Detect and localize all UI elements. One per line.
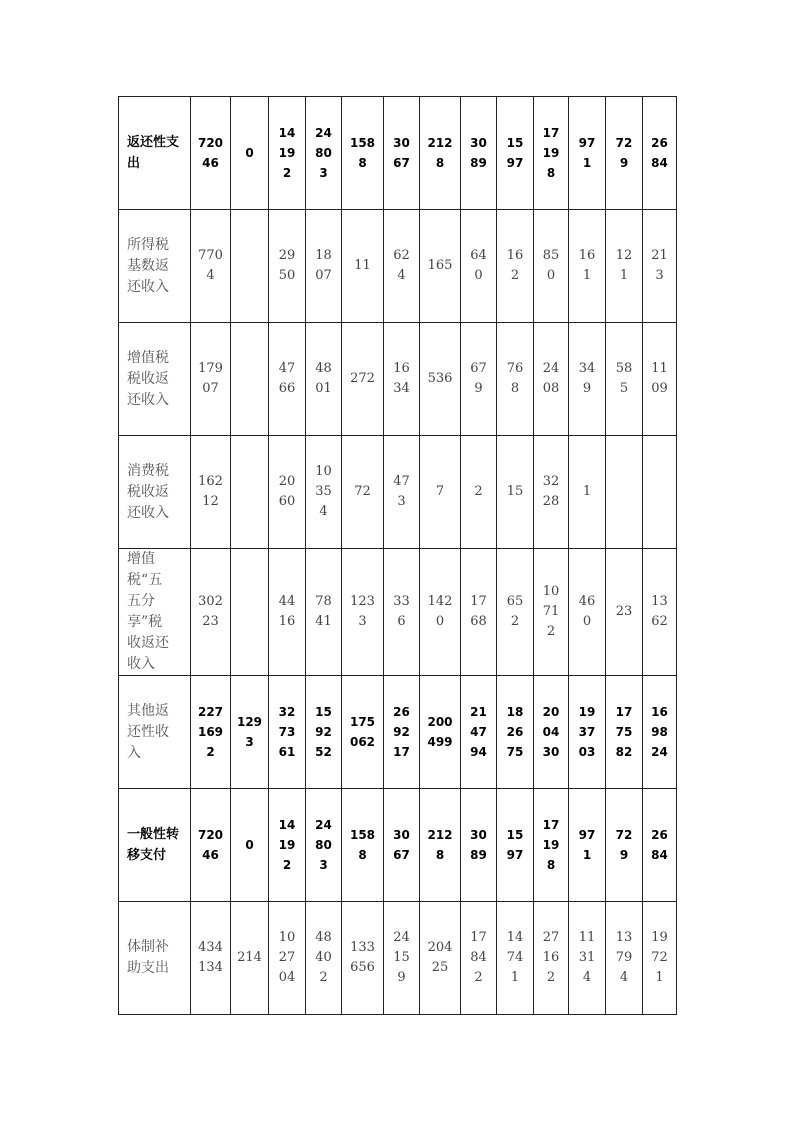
value-cell	[342, 549, 384, 676]
value-cell	[569, 97, 606, 210]
value-cell	[306, 97, 342, 210]
table-row	[119, 549, 677, 676]
row-label: 消费税税收返还收入	[127, 462, 169, 521]
cell-value: 16 34	[393, 361, 410, 396]
value-cell	[643, 549, 677, 676]
value-cell	[306, 676, 342, 789]
value-cell	[231, 902, 269, 1015]
cell-value: 15 97	[506, 136, 524, 170]
cell-value: 12 1	[615, 248, 633, 283]
value-cell	[569, 549, 606, 676]
cell-value: 15	[506, 484, 524, 499]
cell-value: 536	[427, 371, 453, 386]
value-cell	[461, 436, 497, 549]
value-cell	[191, 210, 231, 323]
value-cell	[191, 676, 231, 789]
cell-value: 720 46	[197, 828, 224, 862]
value-cell	[534, 97, 569, 210]
cell-value: 27 16 2	[542, 930, 560, 985]
value-cell	[342, 210, 384, 323]
value-cell	[534, 902, 569, 1015]
cell-value: 19 37 03	[578, 705, 596, 759]
value-cell	[643, 97, 677, 210]
cell-value: 11 09	[651, 361, 668, 396]
value-cell	[191, 902, 231, 1015]
cell-value: 24 08	[542, 361, 560, 396]
cell-value: 17 75 82	[615, 705, 633, 759]
value-cell	[306, 902, 342, 1015]
cell-value: 24 15 9	[393, 930, 410, 985]
cell-value: 97 1	[578, 828, 596, 862]
value-cell	[461, 210, 497, 323]
value-cell	[534, 549, 569, 676]
cell-value: 32 28	[542, 474, 560, 509]
cell-value: 16 98 24	[651, 705, 668, 759]
cell-value: 17 19 8	[542, 126, 560, 180]
value-cell	[342, 436, 384, 549]
value-cell	[306, 549, 342, 676]
value-cell	[191, 323, 231, 436]
row-label-cell	[119, 549, 191, 676]
cell-value: 7	[435, 484, 445, 499]
value-cell	[231, 436, 269, 549]
value-cell	[643, 902, 677, 1015]
value-cell	[606, 97, 643, 210]
cell-value: 158 8	[349, 828, 376, 862]
value-cell	[461, 549, 497, 676]
cell-value: 20 60	[278, 474, 296, 509]
cell-value: 47 3	[393, 474, 410, 509]
value-cell	[420, 549, 461, 676]
value-cell	[191, 436, 231, 549]
row-label-cell	[119, 436, 191, 549]
row-label-cell	[119, 97, 191, 210]
value-cell	[497, 902, 534, 1015]
value-cell	[191, 97, 231, 210]
value-cell	[569, 210, 606, 323]
row-label: 一般性转移支付	[127, 827, 180, 863]
value-cell	[231, 97, 269, 210]
cell-value: 34 9	[578, 361, 596, 396]
value-cell	[231, 549, 269, 676]
cell-value: 65 2	[506, 594, 524, 629]
cell-value: 72 9	[615, 136, 633, 170]
cell-value: 64 0	[470, 248, 487, 283]
cell-value: 30 89	[470, 136, 487, 170]
value-cell	[269, 549, 306, 676]
cell-value: 227 169 2	[197, 705, 224, 759]
value-cell	[606, 902, 643, 1015]
row-label: 增值税“五五分享”税收返还收入	[127, 551, 169, 672]
value-cell	[342, 676, 384, 789]
value-cell	[231, 676, 269, 789]
value-cell	[534, 323, 569, 436]
value-cell	[231, 323, 269, 436]
cell-value: 17 19 8	[542, 818, 560, 872]
value-cell	[306, 789, 342, 902]
cell-value: 46 0	[578, 594, 596, 629]
cell-value: 19 72 1	[651, 930, 668, 985]
value-cell	[191, 549, 231, 676]
cell-value: 30 67	[393, 136, 410, 170]
value-cell	[497, 97, 534, 210]
value-cell	[342, 789, 384, 902]
value-cell	[534, 436, 569, 549]
cell-value: 15 92 52	[315, 705, 332, 759]
value-cell	[606, 210, 643, 323]
value-cell	[420, 97, 461, 210]
cell-value: 14 74 1	[506, 930, 524, 985]
cell-value: 23	[615, 604, 633, 619]
cell-value: 142 0	[427, 594, 453, 629]
cell-value: 72	[354, 484, 371, 499]
value-cell	[306, 210, 342, 323]
value-cell	[569, 323, 606, 436]
value-cell	[384, 210, 420, 323]
cell-value: 47 66	[278, 361, 296, 396]
cell-value: 162 12	[198, 474, 223, 509]
cell-value: 212 8	[427, 136, 453, 170]
value-cell	[461, 97, 497, 210]
value-cell	[269, 436, 306, 549]
value-cell	[497, 789, 534, 902]
cell-value: 30 67	[393, 828, 410, 862]
cell-value: 67 9	[470, 361, 487, 396]
cell-value: 21 3	[651, 248, 668, 283]
value-cell	[269, 902, 306, 1015]
value-cell	[461, 902, 497, 1015]
cell-value: 32 73 61	[278, 705, 296, 759]
cell-value: 78 41	[315, 594, 332, 629]
cell-value: 14 19 2	[278, 126, 296, 180]
value-cell	[420, 323, 461, 436]
value-cell	[384, 323, 420, 436]
cell-value: 0	[245, 146, 254, 160]
cell-value: 158 8	[349, 136, 376, 170]
cell-value: 44 16	[278, 594, 296, 629]
cell-value: 720 46	[197, 136, 224, 170]
cell-value: 21 47 94	[470, 705, 487, 759]
cell-value: 24 80 3	[315, 126, 332, 180]
cell-value: 58 5	[615, 361, 633, 396]
value-cell	[231, 789, 269, 902]
table-row	[119, 210, 677, 323]
value-cell	[384, 436, 420, 549]
value-cell	[269, 323, 306, 436]
value-cell	[606, 676, 643, 789]
cell-value: 14 19 2	[278, 818, 296, 872]
cell-value: 15 97	[506, 828, 524, 862]
value-cell	[643, 789, 677, 902]
value-cell	[461, 323, 497, 436]
value-cell	[643, 210, 677, 323]
cell-value: 30 89	[470, 828, 487, 862]
cell-value: 133 656	[350, 940, 375, 975]
cell-value: 434 134	[198, 940, 223, 975]
cell-value: 11 31 4	[578, 930, 596, 985]
cell-value: 17 68	[470, 594, 487, 629]
table-row	[119, 789, 677, 902]
cell-value: 48 40 2	[315, 930, 332, 985]
value-cell	[269, 97, 306, 210]
value-cell	[497, 549, 534, 676]
value-cell	[534, 210, 569, 323]
value-cell	[306, 323, 342, 436]
value-cell	[342, 902, 384, 1015]
cell-value: 20 04 30	[542, 705, 560, 759]
cell-value: 302 23	[198, 594, 223, 629]
cell-value: 770 4	[198, 248, 223, 283]
table-row	[119, 97, 677, 210]
value-cell	[269, 210, 306, 323]
table-row	[119, 436, 677, 549]
cell-value: 200 499	[427, 715, 453, 749]
value-cell	[461, 676, 497, 789]
value-cell	[606, 789, 643, 902]
cell-value: 204 25	[427, 940, 453, 975]
cell-value: 72 9	[615, 828, 633, 862]
cell-value: 129 3	[236, 715, 263, 749]
cell-value: 10 27 04	[278, 930, 296, 985]
row-label-cell	[119, 323, 191, 436]
cell-value: 0	[245, 838, 254, 852]
cell-value: 165	[427, 258, 453, 273]
value-cell	[643, 323, 677, 436]
cell-value: 24 80 3	[315, 818, 332, 872]
value-cell	[306, 436, 342, 549]
cell-value: 18 07	[315, 248, 332, 283]
value-cell	[342, 97, 384, 210]
cell-value: 18 26 75	[506, 705, 524, 759]
cell-value: 48 01	[315, 361, 332, 396]
value-cell	[420, 210, 461, 323]
value-cell	[534, 789, 569, 902]
cell-value: 10 71 2	[542, 584, 560, 639]
value-cell	[231, 210, 269, 323]
value-cell	[569, 902, 606, 1015]
value-cell	[461, 789, 497, 902]
value-cell	[643, 436, 677, 549]
value-cell	[384, 789, 420, 902]
fiscal-transfer-table	[118, 96, 677, 1015]
row-label: 体制补助支出	[127, 939, 169, 976]
cell-value: 13 62	[651, 594, 668, 629]
cell-value: 16 1	[578, 248, 596, 283]
cell-value: 85 0	[542, 248, 560, 283]
cell-value: 26 84	[651, 136, 668, 170]
cell-value: 29 50	[278, 248, 296, 283]
cell-value: 97 1	[578, 136, 596, 170]
value-cell	[342, 323, 384, 436]
cell-value: 214	[237, 950, 262, 965]
value-cell	[569, 676, 606, 789]
cell-value: 13 79 4	[615, 930, 633, 985]
cell-value: 123 3	[350, 594, 375, 629]
value-cell	[569, 789, 606, 902]
value-cell	[497, 323, 534, 436]
value-cell	[420, 676, 461, 789]
value-cell	[643, 676, 677, 789]
cell-value: 26 84	[651, 828, 668, 862]
table-row	[119, 902, 677, 1015]
value-cell	[384, 97, 420, 210]
cell-value: 33 6	[393, 594, 410, 629]
cell-value: 16 2	[506, 248, 524, 283]
value-cell	[191, 789, 231, 902]
value-cell	[497, 436, 534, 549]
cell-value: 11	[354, 258, 371, 273]
cell-value: 26 92 17	[393, 705, 410, 759]
value-cell	[384, 902, 420, 1015]
value-cell	[269, 676, 306, 789]
cell-value: 179 07	[198, 361, 223, 396]
row-label: 增值税税收返还收入	[127, 349, 169, 408]
value-cell	[384, 676, 420, 789]
value-cell	[497, 676, 534, 789]
row-label: 返还性支出	[127, 135, 180, 171]
value-cell	[606, 549, 643, 676]
cell-value: 272	[350, 371, 375, 386]
value-cell	[384, 549, 420, 676]
value-cell	[420, 902, 461, 1015]
value-cell	[420, 789, 461, 902]
row-label-cell	[119, 676, 191, 789]
row-label: 所得税基数返还收入	[127, 236, 169, 295]
value-cell	[606, 323, 643, 436]
cell-value: 2	[474, 484, 483, 499]
cell-value: 62 4	[393, 248, 410, 283]
value-cell	[569, 436, 606, 549]
value-cell	[420, 436, 461, 549]
value-cell	[534, 676, 569, 789]
cell-value: 212 8	[427, 828, 453, 862]
cell-value: 10 35 4	[315, 464, 332, 519]
row-label-cell	[119, 902, 191, 1015]
value-cell	[606, 436, 643, 549]
cell-value: 175 062	[349, 715, 376, 749]
row-label-cell	[119, 210, 191, 323]
cell-value: 76 8	[506, 361, 524, 396]
value-cell	[269, 789, 306, 902]
cell-value: 1	[582, 484, 592, 499]
value-cell	[497, 210, 534, 323]
cell-value: 17 84 2	[470, 930, 487, 985]
table-row	[119, 323, 677, 436]
table-row	[119, 676, 677, 789]
row-label: 其他返还性收入	[127, 702, 169, 761]
row-label-cell	[119, 789, 191, 902]
